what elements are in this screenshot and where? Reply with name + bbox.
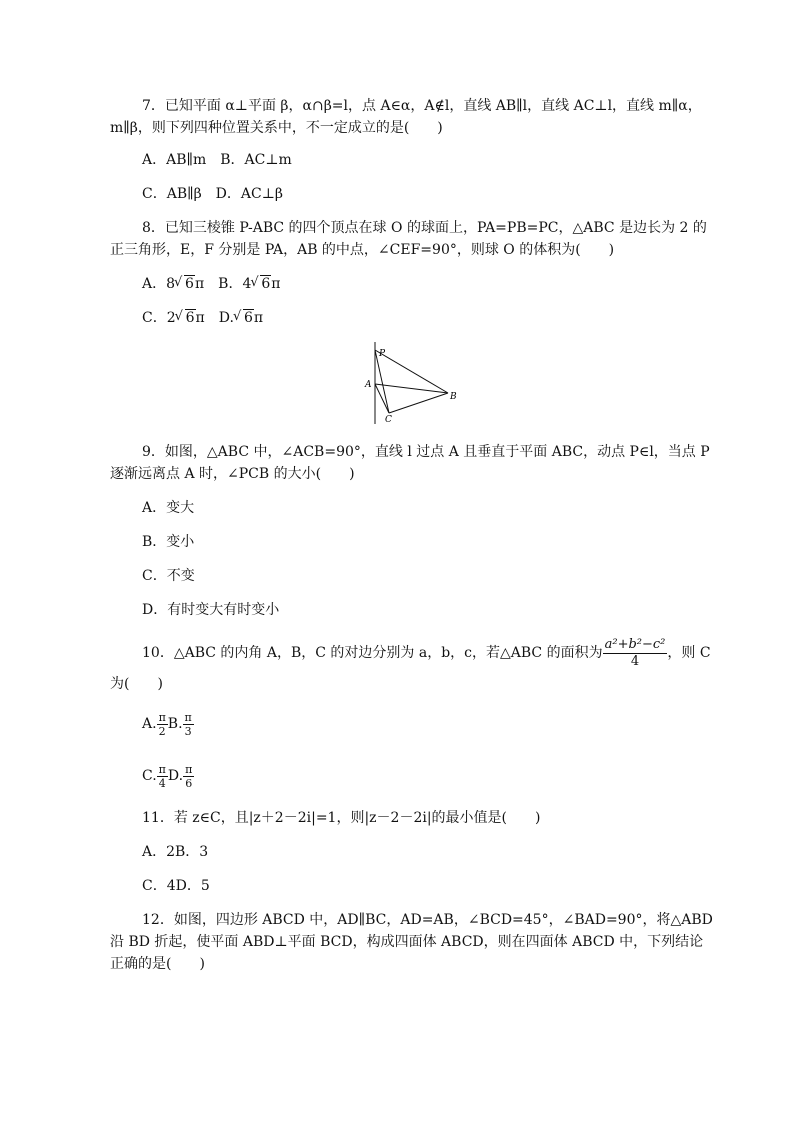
q7-option-b: B．AC⊥m <box>220 152 292 168</box>
q9-option-c: C．不变 <box>142 568 195 584</box>
q12-line2: 沿 BD 折起，使平面 ABD⊥平面 BCD，构成四面体 ABCD，则在四面体 ABCD 中，下列结论 <box>110 934 704 950</box>
q10-line1: 10．△ABC 的内角 A，B，C 的对边分别为 a，b，c，若△ABC 的面积为 $\frac{\text{a²+b²−c²}}{4}$ ，则 C <box>142 636 711 669</box>
segment-AC <box>375 384 389 413</box>
q8-options-cd <box>142 308 263 328</box>
label-P: P <box>379 349 386 359</box>
q7-line2: m∥β，则下列四种位置关系中，不一定成立的是( ) <box>110 120 443 136</box>
q8-option-a: A．8√ 6π <box>142 276 204 292</box>
q7-options-ab <box>142 150 292 170</box>
q8-option-b: B．4√ 6π <box>218 276 280 292</box>
geometry-figure <box>360 342 470 424</box>
segment-AB <box>375 384 448 393</box>
q7-option-a: A．AB∥m <box>142 152 207 168</box>
label-B: B <box>450 392 457 402</box>
label-A: A <box>365 380 372 390</box>
q8-options-ab <box>142 274 280 294</box>
label-C: C <box>385 415 392 424</box>
segment-PC <box>375 350 389 413</box>
q12-line1: 12．如图，四边形 ABCD 中，AD∥BC，AD=AB，∠BCD=45°，∠BAD=90°，将△ABD <box>142 912 713 928</box>
q7-option-c: C．AB∥β <box>142 186 202 202</box>
q7-option-d: D．AC⊥β <box>215 186 283 202</box>
q11-options-ab: A．2B．3 <box>142 844 209 860</box>
q10-option-d: D. $\frac{\pi}{6}$ <box>167 762 193 790</box>
q7-line1: 7．已知平面 α⊥平面 β，α∩β=l，点 A∈α，A∉l，直线 AB∥l，直线 AC⊥l，直线 m∥α， <box>142 98 702 114</box>
q12-line3: 正确的是( ) <box>110 956 205 972</box>
q10-area-fraction: $\frac{\text{a²+b²−c²}}{4}$ <box>604 636 666 669</box>
segment-CB <box>389 393 448 413</box>
q8-option-c: C．2√ 6π <box>142 310 205 326</box>
segment-PB <box>375 350 448 393</box>
q10-option-c: C. $\frac{\pi}{4}$ <box>142 762 166 790</box>
q10-options-cd <box>142 762 194 790</box>
q8-option-d: D.√ 6π <box>219 310 263 326</box>
q9-line2: 逐渐远离点 A 时，∠PCB 的大小( ) <box>110 466 355 482</box>
q8-line1: 8．已知三棱锥 P-ABC 的四个顶点在球 O 的球面上，PA=PB=PC，△ABC 是边长为 2 的 <box>142 220 707 236</box>
q10-line2: 为( ) <box>110 676 163 692</box>
q10-option-a: A. $\frac{\pi}{2}$ <box>142 710 166 738</box>
q8-line2: 正三角形，E，F 分别是 PA，AB 的中点，∠CEF=90°，则球 O 的体积为( ) <box>110 242 615 258</box>
q9-option-a: A．变大 <box>142 500 195 516</box>
q9-option-d: D．有时变大有时变小 <box>142 602 280 618</box>
q10-options-ab <box>142 710 194 738</box>
q7-options-cd <box>142 184 283 204</box>
q10-option-b: B. $\frac{\pi}{3}$ <box>167 710 192 738</box>
q11-line1: 11．若 z∈C，且|z＋2－2i|=1，则|z－2－2i|的最小值是( ) <box>142 810 541 826</box>
q9-option-b: B．变小 <box>142 534 195 550</box>
q9-line1: 9．如图，△ABC 中，∠ACB=90°，直线 l 过点 A 且垂直于平面 ABC，动点 P∈l，当点 P <box>142 444 710 460</box>
q11-options-cd: C．4D．5 <box>142 878 210 894</box>
